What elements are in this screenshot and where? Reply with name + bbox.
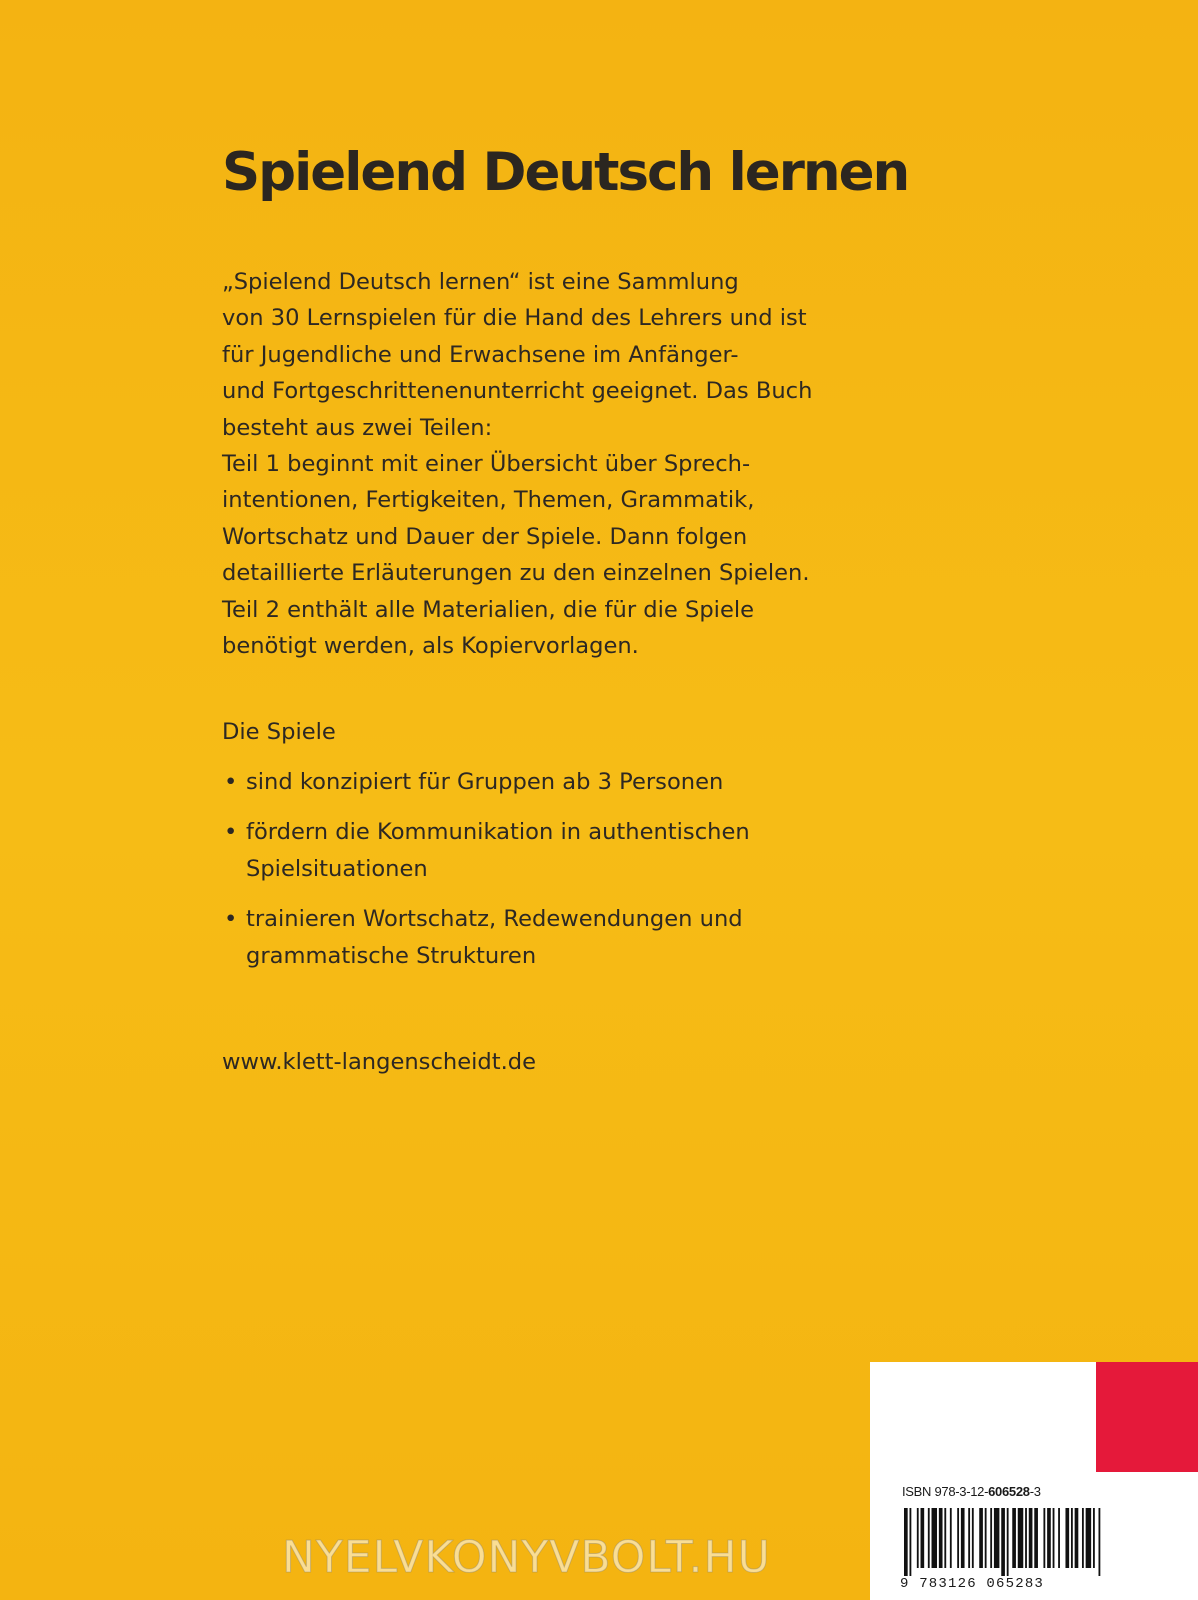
description-line: benötigt werden, als Kopiervorlagen. — [222, 633, 639, 660]
barcode-bar — [1071, 1508, 1073, 1568]
description-line: für Jugendliche und Erwachsene im Anfänger- — [222, 341, 739, 368]
bullet-icon: • — [224, 906, 238, 933]
barcode-bar — [957, 1508, 959, 1568]
barcode-bar — [910, 1508, 912, 1576]
barcode-bar — [1001, 1508, 1005, 1576]
description-line: und Fortgeschrittenenunterricht geeignet. Das Buch — [222, 378, 813, 405]
feature-line: fördern die Kommunikation in authentischen — [246, 819, 750, 846]
feature-line: Spielsituationen — [246, 855, 428, 882]
barcode-bar — [1043, 1508, 1045, 1568]
description-line: Teil 2 enthält alle Materialien, die für die Spiele — [222, 596, 755, 623]
barcode-bar — [1099, 1508, 1101, 1576]
barcode-bar — [921, 1508, 925, 1568]
barcode-bar — [990, 1508, 992, 1568]
barcode-bar — [1075, 1508, 1079, 1568]
barcode-bar — [950, 1508, 952, 1568]
barcode-bar — [1012, 1508, 1016, 1568]
barcode-bar — [972, 1508, 974, 1568]
barcode-bar — [1058, 1508, 1060, 1568]
barcode-bar — [968, 1508, 970, 1568]
red-color-block — [1096, 1362, 1198, 1472]
feature-list — [222, 764, 750, 988]
isbn-prefix: ISBN 978-3-12- — [902, 1484, 989, 1499]
barcode-bar — [928, 1508, 930, 1568]
barcode-bar — [979, 1508, 983, 1568]
barcode-bar — [1065, 1508, 1069, 1568]
barcode-bar — [1053, 1508, 1055, 1568]
feature-line: trainieren Wortschatz, Redewendungen und — [246, 906, 743, 933]
barcode-bar — [904, 1508, 908, 1576]
feature-item — [222, 901, 750, 974]
barcode-bar — [1034, 1508, 1038, 1568]
barcode-bar — [944, 1508, 946, 1568]
barcode-panel — [870, 1362, 1198, 1600]
barcode-digits: 9 783126 065283 — [900, 1576, 1045, 1592]
barcode-bar — [961, 1508, 965, 1568]
feature-item — [222, 814, 750, 887]
book-title: Spielend Deutsch lernen — [222, 142, 909, 203]
description-line: von 30 Lernspielen für die Hand des Lehrers und ist — [222, 305, 807, 332]
feature-line: grammatische Strukturen — [246, 942, 537, 969]
barcode-bar — [932, 1508, 938, 1568]
watermark: NYELVKONYVBOLT.HU — [282, 1532, 771, 1583]
publisher-website: www.klett-langenscheidt.de — [222, 1049, 536, 1075]
barcode-bar — [994, 1508, 1000, 1568]
barcode-bar — [1029, 1508, 1033, 1568]
barcode-bar — [1025, 1508, 1027, 1568]
isbn-bold-part: 606528 — [988, 1484, 1030, 1499]
barcode-bar — [1082, 1508, 1084, 1568]
barcode-icon — [904, 1508, 1104, 1576]
description-line: Wortschatz und Dauer der Spiele. Dann folgen — [222, 523, 748, 550]
feature-line: sind konzipiert für Gruppen ab 3 Personen — [246, 769, 724, 795]
description-line: detaillierte Erläuterungen zu den einzelnen Spielen. — [222, 560, 810, 587]
feature-item — [222, 764, 750, 800]
description-line: intentionen, Fertigkeiten, Themen, Grammatik, — [222, 487, 755, 514]
barcode-bar — [1007, 1508, 1009, 1576]
barcode-bar — [985, 1508, 987, 1568]
barcode-bar — [1047, 1508, 1051, 1568]
isbn-label — [902, 1484, 1041, 1499]
description-line: besteht aus zwei Teilen: — [222, 414, 493, 441]
barcode-bar — [939, 1508, 943, 1568]
description-line: „Spielend Deutsch lernen“ ist eine Sammlung — [222, 269, 739, 295]
features-intro: Die Spiele — [222, 719, 336, 745]
barcode-bar — [1018, 1508, 1024, 1568]
barcode-bar — [1086, 1508, 1092, 1568]
isbn-suffix: -3 — [1029, 1484, 1041, 1499]
description-line: Teil 1 beginnt mit einer Übersicht über Sprech- — [222, 451, 751, 478]
barcode-bar — [1093, 1508, 1095, 1568]
bullet-icon: • — [224, 819, 238, 846]
description-block — [222, 264, 962, 664]
barcode-bar — [917, 1508, 919, 1568]
bullet-icon: • — [224, 769, 238, 795]
